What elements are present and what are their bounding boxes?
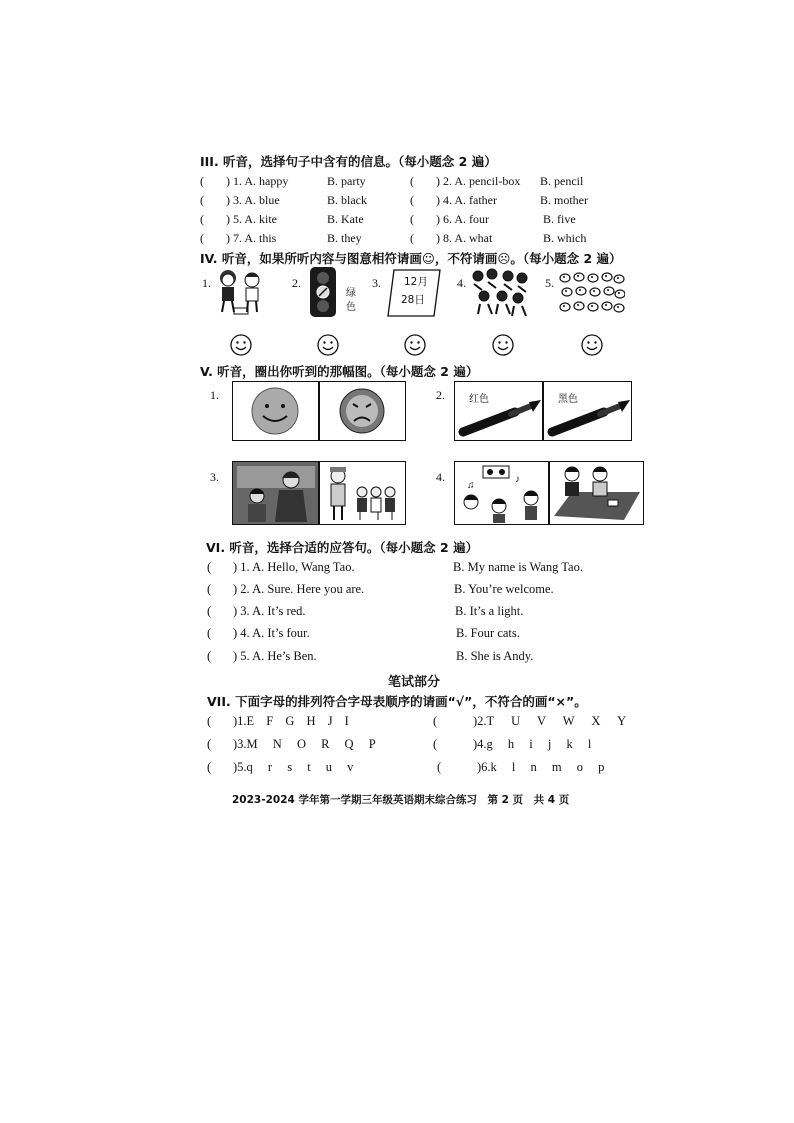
answer-blank[interactable]: (	[207, 714, 212, 728]
kids-playing-picture	[550, 462, 643, 524]
option-b: B. five	[543, 212, 576, 226]
option-b: B. pencil	[540, 174, 584, 188]
answer-blank[interactable]: (	[433, 737, 438, 751]
picture-option-a[interactable]	[455, 462, 549, 524]
calendar-day: 28日	[401, 294, 425, 306]
pen-color-label: 红色	[469, 394, 489, 405]
picture-number: 2.	[292, 276, 301, 290]
option-b: B. She is Andy.	[456, 649, 534, 663]
picture-option-a[interactable]	[233, 462, 319, 524]
section-6-title: VI. 听音，选择合适的应答句。（每小题念 2 遍）	[206, 540, 479, 555]
smiley-face-icon[interactable]	[230, 334, 252, 356]
answer-blank[interactable]: (	[410, 231, 414, 245]
picture-option-b[interactable]	[550, 462, 643, 524]
list-item: ( ) 8. A. what	[410, 231, 493, 245]
picture-option-b[interactable]	[320, 462, 405, 524]
sad-face-icon	[320, 382, 405, 440]
birds-picture	[557, 270, 625, 318]
picture-frame	[454, 381, 632, 441]
answer-blank[interactable]: (	[207, 649, 212, 663]
option-b: B. which	[543, 231, 587, 245]
picture-option-a[interactable]	[233, 382, 319, 440]
svg-text:♫: ♫	[467, 480, 475, 491]
answer-blank[interactable]: (	[410, 212, 414, 226]
list-item: ( ) 3. A. It’s red.	[207, 604, 306, 618]
list-item: ( ) 7. A. this	[200, 231, 277, 245]
list-item: ( ) 1. A. happy	[200, 174, 289, 188]
answer-blank[interactable]: (	[207, 737, 212, 751]
picture-frame	[454, 461, 644, 525]
list-item: ( ) 1. A. Hello, Wang Tao.	[207, 560, 355, 574]
section-5-title: V. 听音，圈出你听到的那幅图。（每小题念 2 遍）	[200, 364, 479, 379]
picture-frame	[232, 461, 406, 525]
option-b: B. Four cats.	[456, 626, 520, 640]
option-b: B. My name is Wang Tao.	[453, 560, 583, 574]
smiley-face-icon[interactable]	[317, 334, 339, 356]
section-7-title: VII. 下面字母的排列符合字母表顺序的请画“√”，不符合的画“×”。	[207, 694, 587, 709]
traffic-light-icon	[308, 266, 338, 318]
option-b: B. It’s a light.	[455, 604, 524, 618]
smiley-face-icon[interactable]	[404, 334, 426, 356]
option-b: B. they	[327, 231, 362, 245]
list-item: ( )4.g h i j k l	[433, 737, 592, 751]
svg-text:♪: ♪	[515, 474, 520, 485]
pen-color-label: 黑色	[558, 394, 578, 405]
list-item: ( )5.q r s t u v	[207, 760, 354, 774]
option-b: B. mother	[540, 193, 588, 207]
light-color-label: 绿色	[346, 288, 356, 313]
answer-blank[interactable]: (	[200, 193, 204, 207]
picture-number: 3.	[372, 276, 381, 290]
picture-number: 4.	[436, 470, 445, 484]
children-group-picture	[320, 462, 405, 524]
list-item: ( ) 2. A. Sure. Here you are.	[207, 582, 365, 596]
list-item: ( ) 4. A. It’s four.	[207, 626, 310, 640]
picture-frame	[232, 381, 406, 441]
teacher-and-boy-picture	[233, 462, 319, 524]
option-b: B. black	[327, 193, 367, 207]
list-item: ( ) 6. A. four	[410, 212, 489, 226]
answer-blank[interactable]: (	[200, 174, 204, 188]
list-item: ( )2.T U V W X Y	[433, 714, 627, 728]
picture-option-a[interactable]	[455, 382, 543, 440]
children-picture	[214, 268, 266, 316]
section-4-title: IV. 听音，如果所听内容与图意相符请画☺，不符请画☹。（每小题念 2 遍）	[200, 251, 622, 266]
picture-number: 1.	[202, 276, 211, 290]
answer-blank[interactable]: (	[433, 714, 438, 728]
dancing-children-picture	[468, 266, 532, 318]
kids-music-picture	[455, 462, 549, 524]
written-part-heading: 笔试部分	[388, 675, 441, 690]
page-footer: 2023-2024 学年第一学期三年级英语期末综合练习 第 2 页 共 4 页	[232, 794, 570, 806]
smiley-face-icon[interactable]	[492, 334, 514, 356]
list-item: ( )3.M N O R Q P	[207, 737, 376, 751]
smiley-face-icon[interactable]	[581, 334, 603, 356]
option-b: B. party	[327, 174, 366, 188]
answer-blank[interactable]: (	[207, 604, 212, 618]
answer-blank[interactable]: (	[207, 560, 212, 574]
answer-blank[interactable]: (	[410, 174, 414, 188]
answer-blank[interactable]: (	[410, 193, 414, 207]
picture-option-b[interactable]	[544, 382, 631, 440]
option-b: B. You’re welcome.	[454, 582, 554, 596]
list-item: ( ) 5. A. He’s Ben.	[207, 649, 317, 663]
answer-blank[interactable]: (	[207, 626, 212, 640]
picture-number: 2.	[436, 388, 445, 402]
picture-number: 3.	[210, 470, 219, 484]
list-item: ( ) 5. A. kite	[200, 212, 277, 226]
list-item: ( ) 3. A. blue	[200, 193, 280, 207]
answer-blank[interactable]: (	[200, 212, 204, 226]
list-item: ( )1.E F G H J I	[207, 714, 349, 728]
picture-number: 5.	[545, 276, 554, 290]
option-b: B. Kate	[327, 212, 364, 226]
answer-blank[interactable]: (	[437, 760, 442, 774]
picture-number: 4.	[457, 276, 466, 290]
picture-number: 1.	[210, 388, 219, 402]
list-item: ( )6.k l n m o p	[437, 760, 605, 774]
picture-option-b[interactable]	[320, 382, 405, 440]
answer-blank[interactable]: (	[200, 231, 204, 245]
answer-blank[interactable]: (	[207, 760, 212, 774]
list-item: ( ) 2. A. pencil-box	[410, 174, 521, 188]
calendar-month: 12月	[404, 276, 428, 288]
list-item: ( ) 4. A. father	[410, 193, 497, 207]
answer-blank[interactable]: (	[207, 582, 212, 596]
section-3-title: III. 听音，选择句子中含有的信息。（每小题念 2 遍）	[200, 154, 497, 169]
happy-face-icon	[233, 382, 319, 440]
